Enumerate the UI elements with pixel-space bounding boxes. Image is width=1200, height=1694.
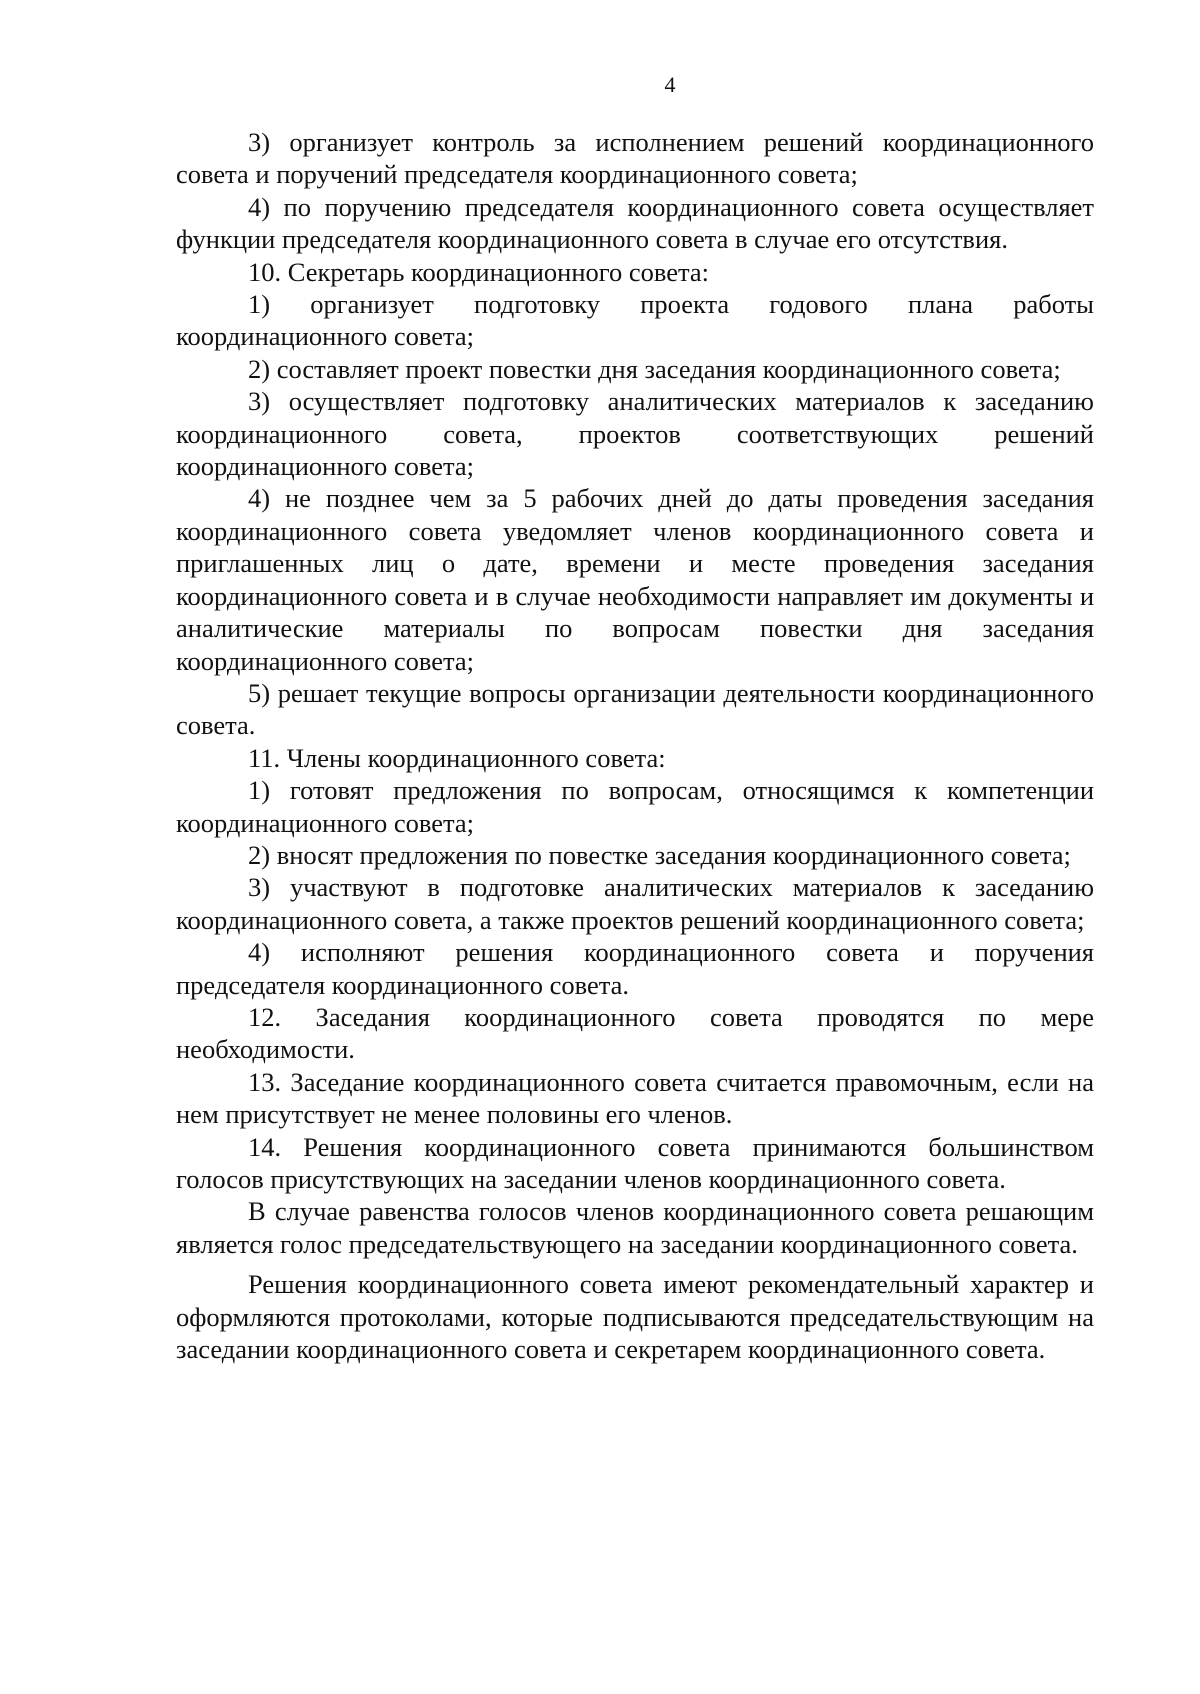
paragraph-secretary-item-3: 3) осуществляет подготовку аналитических материалов к заседанию координационного совета, проектов соответствующих решений координационного совета; [176, 386, 1094, 482]
page-number: 4 [664, 72, 676, 97]
paragraph-decisions-nature: Решения координационного совета имеют рекомендательный характер и оформляются протоколами, которые подписываются председательствующим на заседании координационного совета и секретарем координационного совета. [176, 1269, 1094, 1365]
paragraph-section-13-quorum: 13. Заседание координационного совета считается правомочным, если на нем присутствует не менее половины его членов. [176, 1066, 1094, 1130]
paragraph-members-item-1: 1) готовят предложения по вопросам, относящимся к компетенции координационного совета; [176, 775, 1094, 838]
paragraph-secretary-item-4: 4) не позднее чем за 5 рабочих дней до даты проведения заседания координационного совета уведомляет членов координационного совета и приглашенных лиц о дате, времени и месте проведения заседания координационного совета и в случае необходимости направляет им документы и аналитические материалы по вопросам повестки дня заседания координационного совета; [176, 483, 1094, 676]
paragraph-item-3-control: 3) организует контроль за исполнением решений координационного совета и поручений председателя координационного совета; [176, 127, 1094, 190]
paragraph-section-12-meetings: 12. Заседания координационного совета проводятся по мере необходимости. [176, 1001, 1094, 1065]
paragraph-section-10-secretary: 10. Секретарь координационного совета: [248, 256, 710, 287]
document-body [176, 126, 1094, 1365]
paragraph-secretary-item-1: 1) организует подготовку проекта годового плана работы координационного совета; [176, 289, 1094, 352]
paragraph-item-4-deputy-functions: 4) по поручению председателя координационного совета осуществляет функции председателя координационного совета в случае его отсутствия. [176, 191, 1094, 255]
paragraph-secretary-item-2: 2) составляет проект повестки дня заседания координационного совета; [248, 353, 1061, 384]
paragraph-members-item-4: 4) исполняют решения координационного совета и поручения председателя координационного совета. [176, 937, 1094, 1000]
paragraph-members-item-2: 2) вносят предложения по повестке заседания координационного совета; [248, 839, 1071, 870]
paragraph-members-item-3: 3) участвуют в подготовке аналитических материалов к заседанию координационного совета, а также проектов решений координационного совета; [176, 872, 1094, 935]
paragraph-section-11-members: 11. Члены координационного совета: [248, 742, 666, 773]
paragraph-tie-vote: В случае равенства голосов членов координационного совета решающим является голос председательствующего на заседании координационного совета. [176, 1196, 1094, 1259]
paragraph-secretary-item-5: 5) решает текущие вопросы организации деятельности координационного совета. [176, 677, 1094, 741]
paragraph-section-14-decisions: 14. Решения координационного совета принимаются большинством голосов присутствующих на заседании членов координационного совета. [176, 1131, 1094, 1194]
